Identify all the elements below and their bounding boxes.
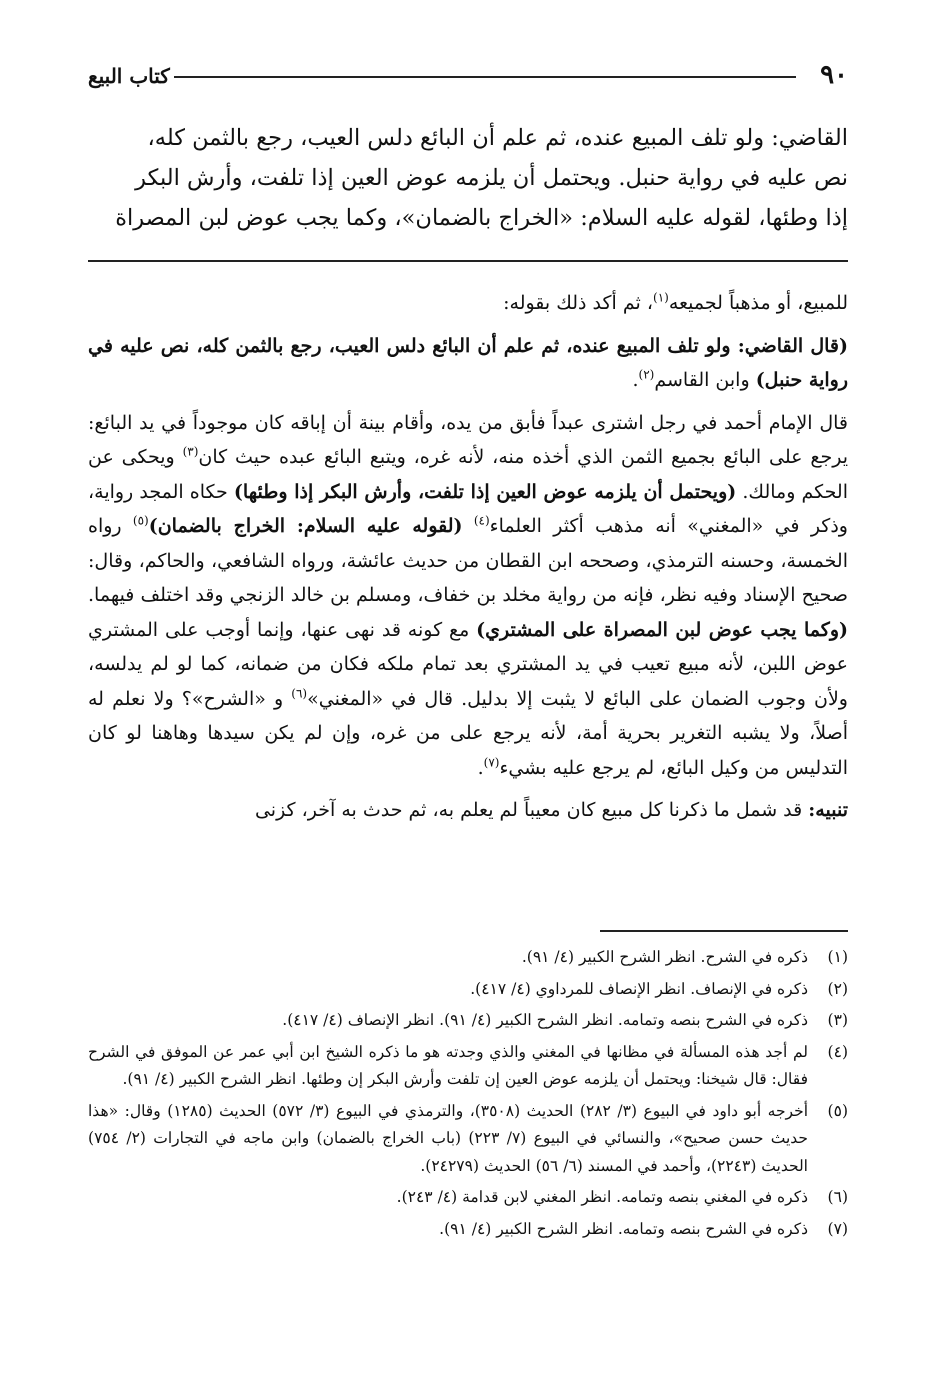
footnote-number: (٥) — [827, 1101, 848, 1120]
footnote-number: (٢) — [827, 979, 848, 998]
note-label: تنبيه: — [808, 799, 848, 821]
footnote-text: ذكره في الشرح. انظر الشرح الكبير (٤/ ٩١). — [521, 948, 808, 966]
footnote-ref[interactable]: (٦) — [291, 686, 308, 701]
commentary-text — [88, 286, 848, 836]
footnote-number: (٧) — [827, 1219, 848, 1238]
footnote — [88, 1184, 848, 1212]
footnote-text: أخرجه أبو داود في البيوع (٣/ ٢٨٢) الحديث (٣٥٠٨)، والترمذي في البيوع (٣/ ٥٧٢) الحديث (١٢٨٥) وقال: «هذا حديث حسن صحيح»، والنسائي في البيوع (٧/ ٢٢٣) (باب الخراج بالضمان) وابن ماجه في التجارات (٢/ ٧٥٤) الحديث (٢٢٤٣)، وأحمد في المسند (٦/ ٥٦) الحديث (٢٤٢٧٩). — [88, 1101, 808, 1175]
footnote-text: ذكره في المغني بنصه وتمامه. انظر المغني لابن قدامة (٤/ ٢٤٣). — [396, 1188, 808, 1206]
book-title: كتاب البيع — [88, 64, 170, 88]
quoted-matn: (لقوله عليه السلام: الخراج بالضمان) — [148, 515, 463, 537]
footnote-number: (٤) — [827, 1042, 848, 1061]
footnote — [88, 976, 848, 1004]
page-number: ٩٠ — [820, 60, 848, 90]
matn-text — [88, 118, 848, 238]
footnote — [88, 1007, 848, 1035]
footnote-text: ذكره في الإنصاف. انظر الإنصاف للمرداوي (٤/ ٤١٧). — [470, 979, 808, 998]
footnote — [88, 1039, 848, 1094]
matn-line: إذا وطئها، لقوله عليه السلام: «الخراج بالضمان»، وكما يجب عوض لبن المصراة — [115, 205, 848, 231]
footnote-number: (١) — [827, 948, 848, 966]
commentary-paragraph: (قال القاضي: ولو تلف المبيع عنده، ثم علم أن البائع دلس العيب، رجع بالثمن كله، نص عليه في رواية حنبل) وابن القاسم$^{(٢)}$. — [88, 334, 848, 391]
header-rule — [174, 76, 796, 78]
commentary-paragraph: للمبيع، أو مذهباً لجميعه$^{(١)}$، ثم أكد ذلك بقوله: — [503, 290, 848, 314]
footnote-ref[interactable]: (٥) — [132, 513, 149, 528]
footnote-text: لم أجد هذه المسألة في مظانها في المغني والذي وجدته هو ما ذكره الشيخ ابن أبي عمر عن الموفق في الشرح فقال: قال شيخنا: ويحتمل أن يلزمه عوض العين إن تلفت وأرش البكر إن وطئها. انظر الشرح الكبير (٤/ ٩١). — [88, 1042, 808, 1088]
footnote-divider — [600, 930, 848, 932]
footnote-ref[interactable]: (٣) — [182, 444, 199, 459]
footnote-text: ذكره في الشرح بنصه وتمامه. انظر الشرح الكبير (٤/ ٩١). انظر الإنصاف (٤/ ٤١٧). — [282, 1011, 808, 1029]
footnote — [88, 944, 848, 972]
footnote — [88, 1216, 848, 1244]
footnote-text: ذكره في الشرح بنصه وتمامه. انظر الشرح الكبير (٤/ ٩١). — [439, 1219, 808, 1238]
footnotes — [88, 944, 848, 1247]
matn-divider — [88, 260, 848, 262]
commentary-paragraph: تنبيه: قد شمل ما ذكرنا كل مبيع كان معيباً لم يعلم به، ثم حدث به آخر، كزنى — [254, 799, 848, 821]
footnote-ref[interactable]: (٢) — [638, 367, 655, 382]
footnote — [88, 1098, 848, 1181]
footnote-number: (٣) — [827, 1011, 848, 1029]
footnote-ref[interactable]: (٤) — [473, 513, 490, 528]
matn-line: القاضي: ولو تلف المبيع عنده، ثم علم أن البائع دلس العيب، رجع بالثمن كله، — [147, 125, 848, 151]
quoted-matn: (ويحتمل أن يلزمه عوض العين إذا تلفت، وأرش البكر إذا وطئها) — [233, 480, 737, 503]
footnote-ref[interactable]: (٧) — [483, 755, 500, 770]
running-header — [88, 60, 848, 94]
footnote-ref[interactable]: (١) — [653, 290, 669, 305]
matn-line: نص عليه في رواية حنبل. ويحتمل أن يلزمه عوض العين إذا تلفت، وأرش البكر — [135, 165, 848, 191]
quoted-matn: (قال القاضي: ولو تلف المبيع عنده، ثم علم أن البائع دلس العيب، رجع بالثمن كله، نص عليه في رواية حنبل) — [88, 334, 848, 391]
quoted-matn: (وكما يجب عوض لبن المصراة على المشتري) — [476, 618, 849, 641]
footnote-number: (٦) — [827, 1188, 848, 1206]
commentary-paragraph: قال الإمام أحمد في رجل اشترى عبداً فأبق من يده، وأقام بينة أن إباقه كان موجوداً في يد البائع: يرجع على البائع بجميع الثمن الذي أخذه منه، لأنه غره، ويتبع البائع عبده حيث كان$^{(٣)}$ ويحكى عن الحكم ومالك. (ويحتمل أن يلزمه عوض العين إذا تلفت، وأرش البكر إذا وطئها) حكاه المجد رواية، وذكر في «المغني» أنه مذهب أكثر العلماء$^{(٤)}$ (لقوله عليه السلام: الخراج بالضمان)$^{(٥)}$ رواه الخمسة، وحسنه الترمذي، وصححه ابن القطان من حديث عائشة، ورواه الشافعي، والحاكم، وقال: صحيح الإسناد وفيه نظر، فإنه من رواية مخلد بن خفاف، ومسلم بن خالد الزنجي وقد اختلف فيهما. (وكما يجب عوض لبن المصراة على المشتري) مع كونه قد نهى عنها، وإنما أوجب على المشتري عوض اللبن، لأنه مبيع تعيب في يد المشتري بعد تمام ملكه فكان من ضمانه، كما لو لم يدلسه، ولأن وجوب الضمان على البائع لا يثبت إلا بدليل. قال في «المغني»$^{(٦)}$ و «الشرح»؟ ولا نعلم له أصلاً، ولا يشبه التغرير بحرية أمة، لأنه يرجع على من غره، وإن لم يكن سيدها وهاهنا لو كان التدليس من وكيل البائع، لم يرجع عليه بشيء$^{(٧)}$. — [88, 411, 849, 779]
